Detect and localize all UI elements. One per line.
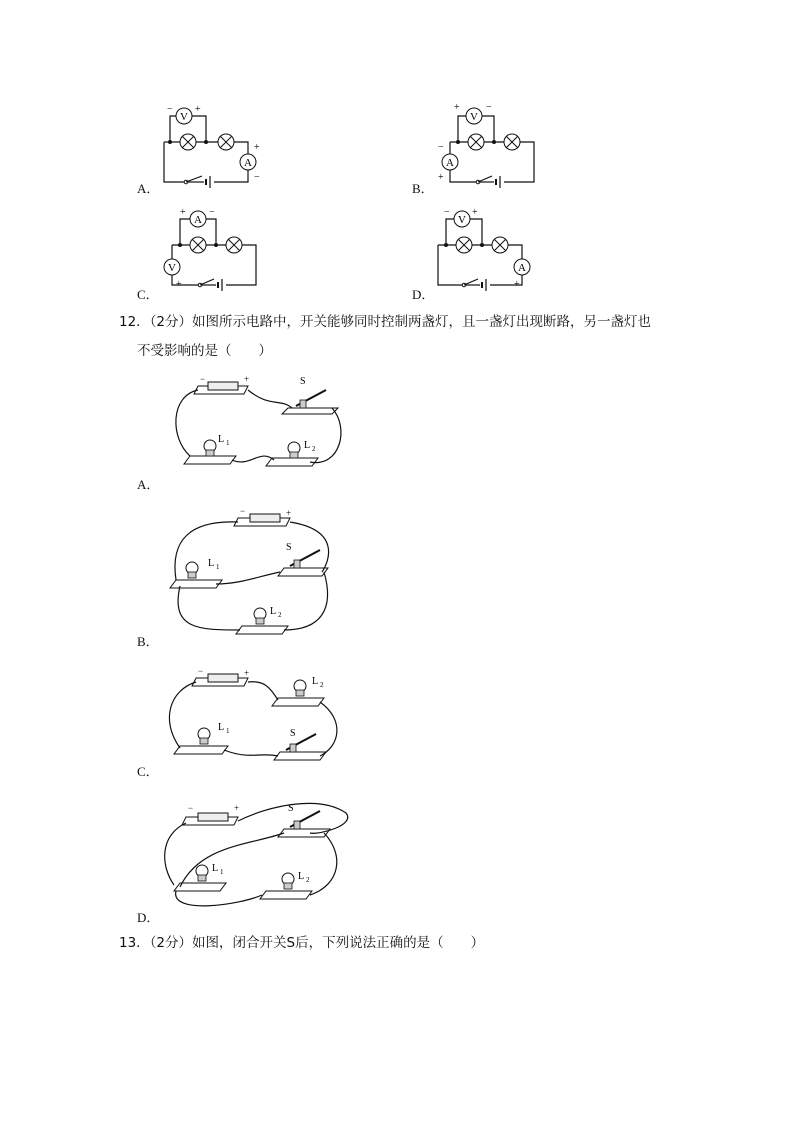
voltmeter-symbol: V bbox=[168, 262, 176, 274]
q11-option-c-label[interactable]: C． bbox=[137, 287, 159, 302]
ammeter-symbol: A bbox=[244, 157, 252, 169]
svg-text:L: L bbox=[304, 440, 311, 451]
svg-text:−: − bbox=[240, 506, 246, 516]
q12-option-b-diagram bbox=[160, 500, 360, 645]
q11-option-d-diagram bbox=[424, 205, 574, 300]
ammeter-symbol: A bbox=[446, 157, 454, 169]
svg-text:L: L bbox=[218, 722, 225, 733]
svg-text:S: S bbox=[300, 376, 306, 387]
voltmeter-symbol: V bbox=[180, 111, 188, 123]
q11-option-c bbox=[150, 205, 300, 300]
battery-icon bbox=[208, 674, 238, 682]
svg-text:−: − bbox=[444, 207, 450, 218]
svg-text:+: + bbox=[195, 104, 201, 115]
svg-text:L: L bbox=[270, 606, 277, 617]
q11-option-b bbox=[424, 100, 574, 200]
svg-text:+: + bbox=[244, 374, 250, 384]
q11-option-a-label[interactable]: A． bbox=[137, 181, 160, 196]
q12-option-d-label[interactable]: D． bbox=[137, 910, 160, 925]
svg-text:+: + bbox=[180, 207, 186, 218]
q11-option-b-label[interactable]: B． bbox=[412, 181, 434, 196]
svg-text:−: − bbox=[188, 803, 194, 813]
svg-text:2: 2 bbox=[312, 445, 316, 453]
svg-text:+: + bbox=[244, 668, 250, 678]
q13-stem bbox=[119, 933, 484, 953]
q12-option-c-diagram bbox=[160, 660, 360, 770]
svg-text:L: L bbox=[298, 871, 305, 882]
svg-text:1: 1 bbox=[226, 439, 230, 447]
svg-text:+: + bbox=[472, 207, 478, 218]
svg-text:+: + bbox=[438, 172, 444, 183]
svg-text:1: 1 bbox=[226, 727, 230, 735]
battery-icon bbox=[208, 382, 238, 390]
q11-option-b-diagram bbox=[424, 100, 574, 200]
q12-stem-line1 bbox=[119, 312, 651, 332]
svg-text:+: + bbox=[514, 279, 520, 290]
svg-text:S: S bbox=[286, 542, 292, 553]
svg-text:+: + bbox=[176, 279, 182, 290]
svg-text:2: 2 bbox=[320, 681, 324, 689]
svg-text:S: S bbox=[288, 803, 294, 814]
q12-option-a bbox=[160, 368, 360, 478]
svg-text:−: − bbox=[254, 172, 260, 183]
svg-text:L: L bbox=[312, 676, 319, 687]
question-score: （2分） bbox=[149, 935, 193, 951]
svg-text:L: L bbox=[218, 434, 225, 445]
question-number: 12． bbox=[119, 314, 150, 330]
q12-option-a-label[interactable]: A． bbox=[137, 477, 160, 492]
q12-option-d bbox=[160, 795, 360, 920]
question-score: （2分） bbox=[149, 314, 193, 330]
battery-icon bbox=[250, 514, 280, 522]
svg-text:2: 2 bbox=[278, 611, 282, 619]
q11-option-c-diagram bbox=[150, 205, 300, 300]
ammeter-symbol: A bbox=[194, 214, 202, 226]
svg-text:−: − bbox=[209, 207, 215, 218]
question-number: 13． bbox=[119, 935, 150, 951]
q12-option-a-diagram bbox=[160, 368, 360, 478]
voltmeter-symbol: V bbox=[470, 111, 478, 123]
q12-option-b-label[interactable]: B． bbox=[137, 634, 159, 649]
q11-option-d bbox=[424, 205, 574, 300]
q12-option-d-diagram bbox=[160, 795, 360, 920]
question-text: 如图所示电路中，开关能够同时控制两盏灯，且一盏灯出现断路，另一盏灯也 bbox=[192, 314, 652, 330]
svg-text:+: + bbox=[234, 803, 240, 813]
ammeter-symbol: A bbox=[518, 262, 526, 274]
q11-option-d-label[interactable]: D． bbox=[412, 287, 435, 302]
battery-icon bbox=[198, 813, 228, 821]
svg-text:L: L bbox=[208, 558, 215, 569]
voltmeter-symbol: V bbox=[458, 214, 466, 226]
svg-text:+: + bbox=[286, 508, 292, 518]
q12-option-c-label[interactable]: C． bbox=[137, 764, 159, 779]
svg-text:−: − bbox=[198, 666, 204, 676]
svg-text:1: 1 bbox=[216, 563, 220, 571]
q12-option-b bbox=[160, 500, 360, 645]
svg-text:S: S bbox=[290, 728, 296, 739]
svg-text:−: − bbox=[486, 102, 492, 113]
svg-text:−: − bbox=[200, 374, 206, 384]
svg-text:2: 2 bbox=[306, 876, 310, 884]
svg-text:+: + bbox=[254, 142, 260, 153]
q12-stem-line2: 不受影响的是（ ） bbox=[137, 343, 272, 359]
question-text: 如图，闭合开关S后，下列说法正确的是（ ） bbox=[192, 935, 485, 951]
svg-text:−: − bbox=[438, 142, 444, 153]
svg-text:+: + bbox=[454, 102, 460, 113]
q12-option-c bbox=[160, 660, 360, 770]
svg-text:L: L bbox=[212, 863, 219, 874]
svg-text:−: − bbox=[167, 104, 173, 115]
svg-text:1: 1 bbox=[220, 868, 224, 876]
